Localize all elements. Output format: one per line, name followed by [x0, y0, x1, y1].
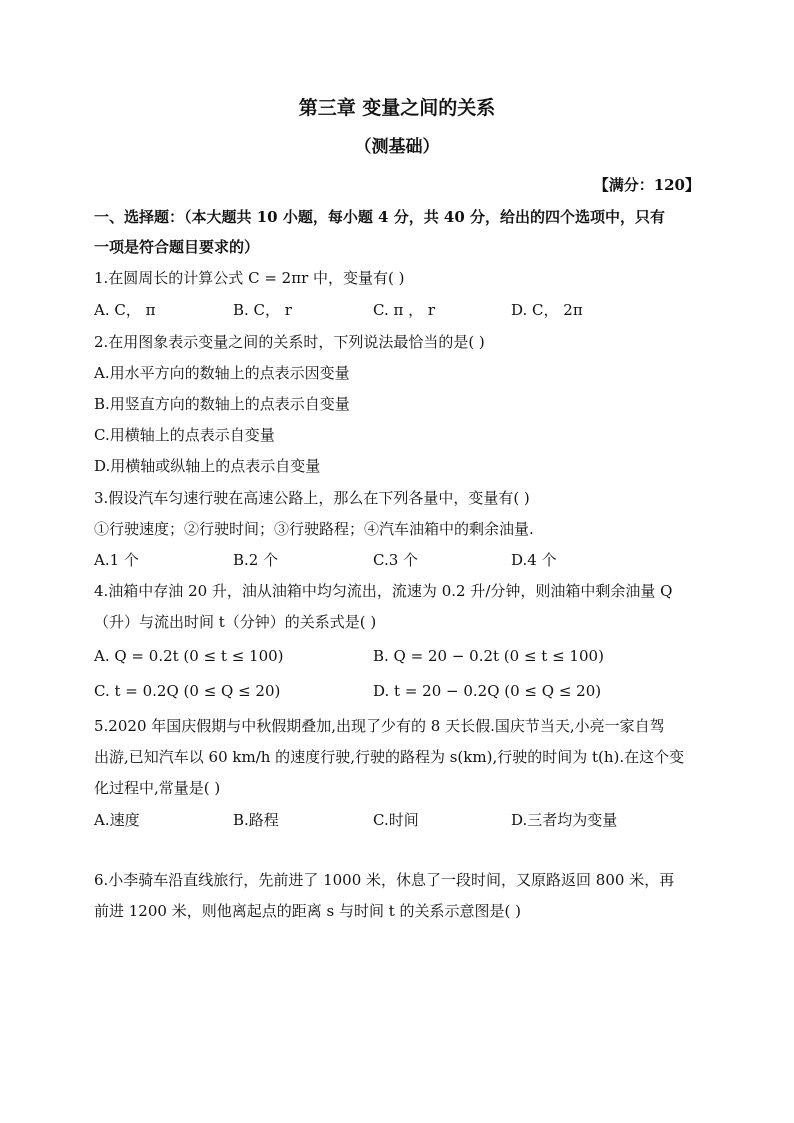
page-subtitle: （测基础）	[354, 137, 440, 157]
q3-stem: 3.假设汽车匀速行驶在高速公路上，那么在下列各量中，变量有( )	[94, 489, 530, 507]
q5-option-a: A.速度	[94, 811, 140, 829]
q3-option-a: A.1 个	[94, 551, 139, 569]
q2-stem: 2.在用图象表示变量之间的关系时，下列说法最恰当的是( )	[94, 333, 485, 351]
section-heading-line-2: 一项是符合题目要求的）	[94, 238, 260, 256]
q4-option-a: A. Q = 0.2t (0 ≤ t ≤ 100)	[94, 647, 284, 665]
q2-option-b: B.用竖直方向的数轴上的点表示自变量	[94, 395, 350, 413]
q2-option-c: C.用横轴上的点表示自变量	[94, 426, 275, 444]
q2-option-d: D.用横轴或纵轴上的点表示自变量	[94, 457, 321, 475]
q3-items: ①行驶速度；②行驶时间；③行驶路程；④汽车油箱中的剩余油量.	[94, 520, 534, 538]
q5-stem-line-3: 化过程中,常量是( )	[94, 779, 221, 797]
q2-option-a: A.用水平方向的数轴上的点表示因变量	[94, 364, 350, 382]
q1-option-a: A. C， π	[94, 301, 156, 319]
q5-stem-line-2: 出游,已知汽车以 60 km/h 的速度行驶,行驶的路程为 s(km),行驶的时间为 t(h).在这个变	[94, 748, 685, 766]
q4-option-c: C. t = 0.2Q (0 ≤ Q ≤ 20)	[94, 682, 281, 700]
score-label: 【满分：120】	[593, 176, 700, 194]
page-title: 第三章 变量之间的关系	[298, 97, 496, 119]
q3-option-c: C.3 个	[373, 551, 419, 569]
q3-option-d: D.4 个	[511, 551, 557, 569]
q4-option-b: B. Q = 20 − 0.2t (0 ≤ t ≤ 100)	[373, 647, 604, 665]
q1-stem: 1.在圆周长的计算公式 C = 2πr 中，变量有( )	[94, 269, 405, 287]
q3-option-b: B.2 个	[233, 551, 279, 569]
q5-stem-line-1: 5.2020 年国庆假期与中秋假期叠加,出现了少有的 8 天长假.国庆节当天,小亮一家自驾	[94, 717, 665, 735]
q5-option-b: B.路程	[233, 811, 279, 829]
q1-option-c: C. π ， r	[373, 301, 436, 319]
q1-option-b: B. C， r	[233, 301, 292, 319]
q6-stem-line-1: 6.小李骑车沿直线旅行，先前进了 1000 米，休息了一段时间，又原路返回 800 米，再	[94, 871, 675, 889]
q6-stem-line-2: 前进 1200 米，则他离起点的距离 s 与时间 t 的关系示意图是( )	[94, 902, 521, 920]
section-heading-line-1: 一、选择题：（本大题共 10 小题，每小题 4 分，共 40 分，给出的四个选项中，只有	[94, 208, 666, 226]
q4-stem-line-2: （升）与流出时间 t（分钟）的关系式是( )	[94, 613, 377, 631]
q4-stem-line-1: 4.油箱中存油 20 升，油从油箱中均匀流出，流速为 0.2 升/分钟，则油箱中剩余油量 Q	[94, 582, 673, 600]
q4-option-d: D. t = 20 − 0.2Q (0 ≤ Q ≤ 20)	[373, 682, 602, 700]
q5-option-c: C.时间	[373, 811, 419, 829]
q1-option-d: D. C， 2π	[511, 301, 583, 319]
q5-option-d: D.三者均为变量	[511, 811, 618, 829]
